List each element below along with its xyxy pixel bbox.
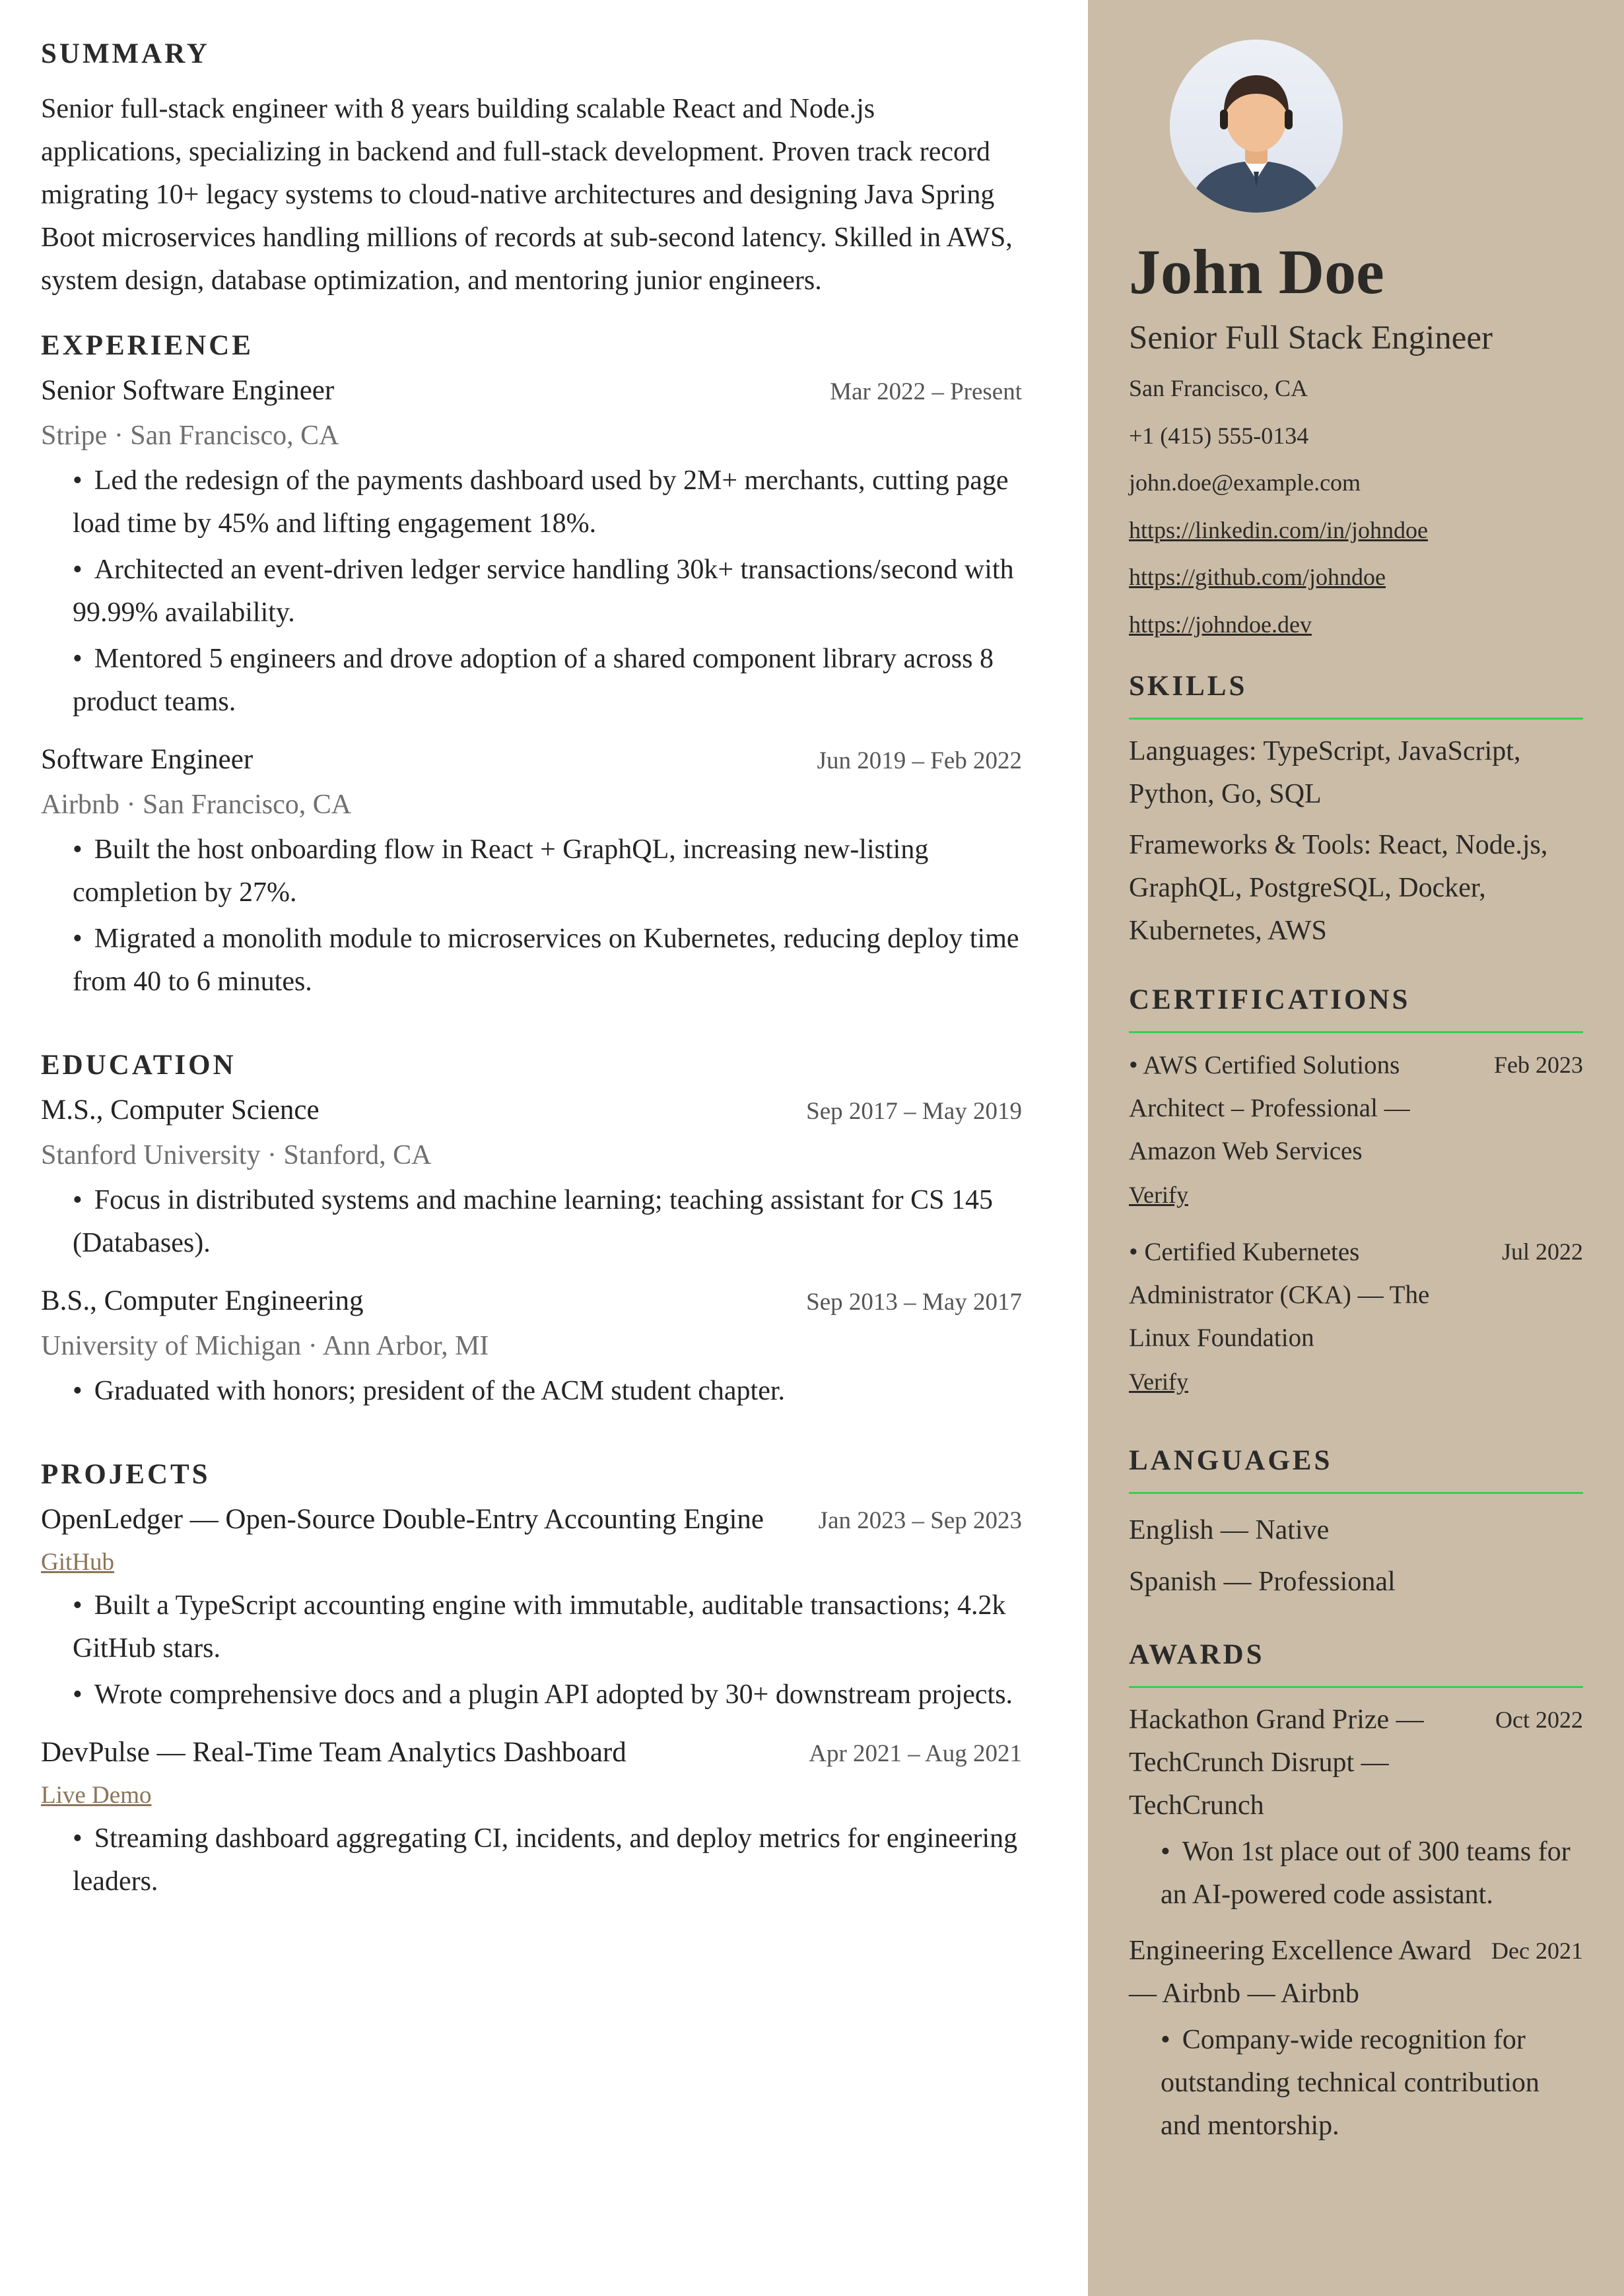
list-item: • Mentored 5 engineers and drove adoption of a shared component library across 8 product teams.: [73, 638, 1022, 724]
awards-section: [1129, 1640, 1583, 2147]
job-bullets: [41, 459, 1022, 724]
certification-name: • Certified Kubernetes Administrator (CKA) — The Linux Foundation: [1129, 1238, 1430, 1353]
award-name: Engineering Excellence Award — Airbnb — Airbnb: [1129, 1936, 1472, 2009]
job-company: Stripe · San Francisco, CA: [41, 421, 339, 451]
list-item: • Streaming dashboard aggregating CI, incidents, and deploy metrics for engineering leaders.: [73, 1817, 1022, 1903]
project-demo-link[interactable]: Live Demo: [41, 1782, 152, 1809]
school-name: Stanford University · Stanford, CA: [41, 1140, 432, 1170]
job-bullets: [41, 828, 1022, 1003]
award-bullets: [1129, 1831, 1583, 1916]
verify-link[interactable]: Verify: [1129, 1368, 1188, 1396]
skills-frameworks: Frameworks & Tools: React, Node.js, GraphQL, PostgreSQL, Docker, Kubernetes, AWS: [1129, 830, 1548, 947]
languages-section: [1129, 1446, 1583, 1607]
award-entry: [1129, 1930, 1583, 2147]
projects-heading: PROJECTS: [41, 1459, 211, 1490]
experience-section: [41, 331, 1088, 1003]
certification-name: • AWS Certified Solutions Architect – Professional — Amazon Web Services: [1129, 1051, 1410, 1166]
projects-section: [41, 1460, 1088, 1903]
project-dates: Jan 2023 – Sep 2023: [818, 1507, 1022, 1534]
award-name: Hackathon Grand Prize — TechCrunch Disrupt — TechCrunch: [1129, 1705, 1424, 1821]
job-title: Senior Software Engineer: [41, 375, 335, 406]
award-entry: [1129, 1699, 1583, 1916]
degree-dates: Sep 2017 – May 2019: [806, 1098, 1022, 1125]
degree-bullets: [41, 1370, 1022, 1413]
certification-entry: [1129, 1044, 1583, 1217]
language-item: Spanish — Professional: [1129, 1567, 1396, 1598]
education-section: [41, 1051, 1088, 1413]
education-entry: [41, 1087, 1088, 1265]
job-company: Airbnb · San Francisco, CA: [41, 790, 352, 820]
project-entry: [41, 1497, 1088, 1716]
person-role: Senior Full Stack Engineer: [1129, 320, 1493, 356]
person-avatar-icon: [1170, 40, 1343, 213]
certification-date: Jul 2022: [1501, 1238, 1583, 1266]
summary-section: [41, 40, 1088, 302]
award-date: Dec 2021: [1491, 1938, 1583, 1965]
project-github-link[interactable]: GitHub: [41, 1549, 114, 1576]
awards-heading: AWARDS: [1129, 1640, 1583, 1688]
project-title: DevPulse — Real-Time Team Analytics Dashboard: [41, 1737, 626, 1768]
degree-title: M.S., Computer Science: [41, 1095, 320, 1126]
list-item: • Architected an event-driven ledger service handling 30k+ transactions/second with 99.99% availability.: [73, 549, 1022, 634]
list-item: • Focus in distributed systems and machine learning; teaching assistant for CS 145 (Databases).: [73, 1179, 1022, 1265]
certifications-section: [1129, 986, 1583, 1404]
list-item: • Wrote comprehensive docs and a plugin API adopted by 30+ downstream projects.: [73, 1673, 1022, 1716]
list-item: • Won 1st place out of 300 teams for an AI-powered code assistant.: [1161, 1831, 1583, 1916]
award-bullets: [1129, 2019, 1583, 2147]
project-entry: [41, 1730, 1088, 1903]
education-entry: [41, 1278, 1088, 1413]
experience-entry: [41, 368, 1088, 724]
sidebar: [1088, 0, 1624, 2296]
award-date: Oct 2022: [1495, 1706, 1583, 1734]
languages-heading: LANGUAGES: [1129, 1446, 1583, 1494]
list-item: • Led the redesign of the payments dashboard used by 2M+ merchants, cutting page load time by 45% and lifting engagement 18%.: [73, 459, 1022, 545]
certifications-heading: CERTIFICATIONS: [1129, 986, 1583, 1033]
project-title: OpenLedger — Open-Source Double-Entry Accounting Engine: [41, 1504, 764, 1535]
list-item: • Graduated with honors; president of the ACM student chapter.: [73, 1370, 1022, 1413]
degree-title: B.S., Computer Engineering: [41, 1285, 364, 1316]
job-dates: Mar 2022 – Present: [830, 378, 1022, 405]
experience-heading: EXPERIENCE: [41, 330, 254, 361]
verify-link[interactable]: Verify: [1129, 1182, 1188, 1209]
contact-phone: +1 (415) 555-0134: [1129, 422, 1309, 449]
contact-location: San Francisco, CA: [1129, 375, 1308, 402]
skills-languages: Languages: TypeScript, JavaScript, Python, Go, SQL: [1129, 736, 1521, 810]
degree-bullets: [41, 1179, 1022, 1265]
certification-date: Feb 2023: [1494, 1052, 1583, 1079]
website-link[interactable]: https://johndoe.dev: [1129, 611, 1312, 638]
skills-heading: SKILLS: [1129, 672, 1583, 720]
project-bullets: [41, 1584, 1022, 1716]
list-item: • Built the host onboarding flow in React + GraphQL, increasing new-listing completion by 27%.: [73, 828, 1022, 914]
certification-entry: [1129, 1231, 1583, 1404]
summary-heading: SUMMARY: [41, 38, 210, 69]
project-bullets: [41, 1817, 1022, 1903]
school-name: University of Michigan · Ann Arbor, MI: [41, 1331, 489, 1361]
summary-text: Senior full-stack engineer with 8 years building scalable React and Node.js applications, specializing in backend and full-stack development. Proven track record migrating 10+ legacy systems to cloud-native architectures and designing Java Spring Boot microservices handling millions of records at sub-second latency. Skilled in AWS, system design, database optimization, and mentoring junior engineers.: [41, 94, 1013, 296]
github-link[interactable]: https://github.com/johndoe: [1129, 564, 1386, 591]
linkedin-link[interactable]: https://linkedin.com/in/johndoe: [1129, 516, 1428, 543]
list-item: • Migrated a monolith module to microservices on Kubernetes, reducing deploy time from 40 to 6 minutes.: [73, 918, 1022, 1003]
job-title: Software Engineer: [41, 744, 254, 775]
degree-dates: Sep 2013 – May 2017: [806, 1289, 1022, 1316]
language-item: English — Native: [1129, 1515, 1330, 1546]
contact-email[interactable]: john.doe@example.com: [1129, 469, 1361, 496]
project-dates: Apr 2021 – Aug 2021: [809, 1740, 1022, 1767]
list-item: • Built a TypeScript accounting engine with immutable, auditable transactions; 4.2k GitHub stars.: [73, 1584, 1022, 1670]
person-name: John Doe: [1129, 236, 1384, 307]
skills-section: [1129, 672, 1583, 953]
list-item: • Company-wide recognition for outstanding technical contribution and mentorship.: [1161, 2019, 1583, 2147]
experience-entry: [41, 737, 1088, 1003]
contact-block: [1129, 365, 1583, 648]
education-heading: EDUCATION: [41, 1050, 236, 1081]
job-dates: Jun 2019 – Feb 2022: [817, 747, 1022, 774]
